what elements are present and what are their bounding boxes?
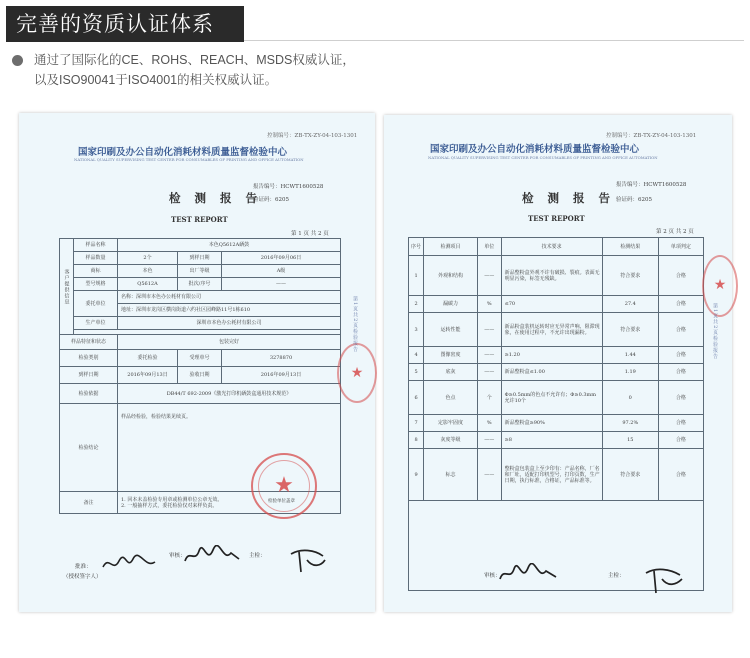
cell-no: 5 xyxy=(409,364,424,381)
inspector-signature xyxy=(642,565,686,595)
table-row xyxy=(409,415,704,432)
table-row xyxy=(409,449,704,501)
sample-state-label: 样品特征和状态 xyxy=(60,335,118,350)
cell-item: 灰度等级 xyxy=(424,432,478,449)
table-row xyxy=(409,296,704,313)
header-result: 检测结果 xyxy=(602,238,658,256)
report-title-en: TEST REPORT xyxy=(528,214,585,223)
conclusion-label: 检验结论 xyxy=(60,404,118,492)
issuing-org-en: NATIONAL QUALITY SUPERVISING TEST CENTER FOR CONSUMABLES OF PRINTING AND OFFICE AUTOMATION xyxy=(428,155,658,160)
issuing-org-en: NATIONAL QUALITY SUPERVISING TEST CENTER FOR CONSUMABLES OF PRINTING AND OFFICE AUTOMATION xyxy=(74,157,304,162)
cell-requirement: 新品整粉盒≤1.00 xyxy=(501,364,602,381)
cell-judgement: 合格 xyxy=(658,381,703,415)
sample-state-value: 包装完好 xyxy=(118,335,341,350)
report-number: 报告编号：HCWT1600528 xyxy=(616,182,687,188)
cell-item: 色点 xyxy=(424,381,478,415)
cell-requirement: 新品整粉盒外观不许有破损、裂痕。表面无明显污染，标签无残缺。 xyxy=(501,256,602,296)
cell-item: 标志 xyxy=(424,449,478,501)
cell-item: 外观和结构 xyxy=(424,256,478,296)
batch-label: 批次/序号 xyxy=(178,278,222,291)
review-label: 审核： xyxy=(169,553,186,559)
grade-label: 出厂等级 xyxy=(178,265,222,278)
report-title: 检 测 报 告 xyxy=(169,191,263,205)
sample-qty-label: 样品数量 xyxy=(74,252,118,265)
side-stamp: 第1页共2页检验报告 xyxy=(352,296,358,353)
review-label: 审核： xyxy=(484,573,501,579)
cell-unit: —— xyxy=(477,313,501,347)
cell-no: 8 xyxy=(409,432,424,449)
cell-no: 4 xyxy=(409,347,424,364)
cell-unit: —— xyxy=(477,364,501,381)
header-judgement: 单项判定 xyxy=(658,238,703,256)
done-label: 验收日期 xyxy=(178,367,222,384)
cell-requirement: ≥1.20 xyxy=(501,347,602,364)
intro-line-2: 以及ISO90041于ISO4001的相关权威认证。 xyxy=(34,73,278,87)
report-title-en: TEST REPORT xyxy=(171,215,228,224)
maker-label: 生产单位 xyxy=(74,317,118,330)
main-inspector-label: 主检： xyxy=(608,573,625,579)
cell-no: 3 xyxy=(409,313,424,347)
client-name: 名称：深圳市本色办公耗材有限公司 xyxy=(118,291,341,304)
table-row xyxy=(409,364,704,381)
reviewer-signature xyxy=(498,563,560,585)
cell-no: 6 xyxy=(409,381,424,415)
cell-no: 7 xyxy=(409,415,424,432)
remark-line-1: 1. 回本未盖检验专用章或检测单位公章无效。 xyxy=(121,496,223,503)
cell-judgement: 合格 xyxy=(658,432,703,449)
cell-requirement: Φ≥0.5mm的色点不允许有；Φ≥0.3mm允许10个 xyxy=(501,381,602,415)
cell-result: 符合要求 xyxy=(602,256,658,296)
inspector-signature xyxy=(287,546,329,574)
control-number: 控制编号：ZB-TX-ZY-04-103-1301 xyxy=(606,133,697,139)
test-type-label: 检验类别 xyxy=(60,350,118,367)
edge-seal xyxy=(702,255,738,317)
cell-unit: —— xyxy=(477,449,501,501)
cell-item: 运转性能 xyxy=(424,313,478,347)
client-label: 委托单位 xyxy=(74,291,118,317)
cell-item: 定影牢固度 xyxy=(424,415,478,432)
verify-code: 验证码：6205 xyxy=(253,197,289,203)
accept-no-label: 受理单号 xyxy=(178,350,222,367)
sample-qty-value: 2个 xyxy=(118,252,178,265)
basis-value: DB44/T 692-2009《激光打印机硒鼓盒通用技术规范》 xyxy=(118,384,341,404)
title-divider xyxy=(244,40,744,41)
cell-judgement: 合格 xyxy=(658,347,703,364)
arrival-label: 到样日期 xyxy=(178,252,222,265)
table-row xyxy=(409,381,704,415)
section-title: 完善的资质认证体系 xyxy=(6,6,244,42)
cell-no: 1 xyxy=(409,256,424,296)
page-indicator: 第 1 页 共 2 页 xyxy=(291,231,329,237)
cell-unit: % xyxy=(477,415,501,432)
stamp-caption: 检验单位盖章 xyxy=(268,499,295,504)
batch-value: —— xyxy=(222,278,341,291)
cell-judgement: 合格 xyxy=(658,256,703,296)
star-icon: ★ xyxy=(274,473,294,498)
sample-name-value: 本色Q5612A硒鼓 xyxy=(118,239,341,252)
star-icon: ★ xyxy=(350,365,364,381)
table-header-row xyxy=(409,238,704,256)
cell-judgement: 合格 xyxy=(658,313,703,347)
test-report-page-1 xyxy=(19,113,375,612)
test-type-value: 委托检验 xyxy=(118,350,178,367)
cell-judgement: 合格 xyxy=(658,449,703,501)
approve-sub-label: （授权签字人） xyxy=(63,574,102,580)
remark-label: 备注 xyxy=(60,492,118,514)
table-row xyxy=(409,432,704,449)
page-indicator: 第 2 页 共 2 页 xyxy=(656,229,694,235)
main-inspector-label: 主检： xyxy=(249,553,266,559)
arrival-value: 2016年09月06日 xyxy=(222,252,341,265)
cell-no: 9 xyxy=(409,449,424,501)
cell-result: 1.19 xyxy=(602,364,658,381)
basis-label: 检验依据 xyxy=(60,384,118,404)
approver-signature xyxy=(101,553,159,575)
table-row xyxy=(409,313,704,347)
test-results-table xyxy=(408,237,704,591)
cell-result: 0 xyxy=(602,381,658,415)
model-label: 型号规格 xyxy=(74,278,118,291)
brand-label: 商标 xyxy=(74,265,118,278)
star-icon: ★ xyxy=(713,277,727,293)
cell-judgement: 合格 xyxy=(658,415,703,432)
intro-line-1: 通过了国际化的CE、ROHS、REACH、MSDS权威认证， xyxy=(34,53,355,67)
cell-result: 15 xyxy=(602,432,658,449)
reviewer-signature xyxy=(183,545,241,567)
cell-item: 图像密度 xyxy=(424,347,478,364)
done-value: 2016年09月13日 xyxy=(222,367,341,384)
accept-no-value: 3278870 xyxy=(222,350,341,367)
cell-requirement: 新品整粉盒≥90% xyxy=(501,415,602,432)
cell-unit: —— xyxy=(477,347,501,364)
cell-judgement: 合格 xyxy=(658,296,703,313)
cell-result: 符合要求 xyxy=(602,449,658,501)
brand-value: 本色 xyxy=(118,265,178,278)
intro-text xyxy=(34,50,394,90)
delivery-value: 2016年09月13日 xyxy=(118,367,178,384)
cell-unit: % xyxy=(477,296,501,313)
table-row xyxy=(409,347,704,364)
side-stamp: 第1页共2页检验报告 xyxy=(712,303,718,360)
cell-unit: 个 xyxy=(477,381,501,415)
header-no: 序号 xyxy=(409,238,424,256)
header-item: 检测项目 xyxy=(424,238,478,256)
client-info-label: 客户提供信息 xyxy=(60,239,74,335)
issuing-org: 国家印刷及办公自动化消耗材料质量监督检验中心 xyxy=(430,144,640,155)
cell-unit: —— xyxy=(477,432,501,449)
control-number: 控制编号：ZB-TX-ZY-04-103-1301 xyxy=(267,133,358,139)
cell-result: 符合要求 xyxy=(602,313,658,347)
verify-code: 验证码：6205 xyxy=(616,197,652,203)
cell-unit: —— xyxy=(477,256,501,296)
cell-item: 漏碳力 xyxy=(424,296,478,313)
delivery-label: 到样日期 xyxy=(60,367,118,384)
conclusion-value: 样品经检验，检验结果见续页。 xyxy=(118,404,341,492)
report-title: 检 测 报 告 xyxy=(522,191,616,205)
approve-label: 批准： xyxy=(75,564,92,570)
maker-value: 深圳市本色办公耗材有限公司 xyxy=(118,317,341,330)
issuing-org: 国家印刷及办公自动化消耗材料质量监督检验中心 xyxy=(78,147,288,158)
cell-requirement: 整粉盒包装盒上至少印有：产品名称，厂名和厂址，适配打印机型号，打印页数，生产日期，执行标准，合格证，产品标准等。 xyxy=(501,449,602,501)
bullet-icon xyxy=(12,55,23,66)
cell-requirement: ≤70 xyxy=(501,296,602,313)
cell-result: 27.4 xyxy=(602,296,658,313)
remark-line-2: 2. 一般抽样方式，委托检验仅对来样负责。 xyxy=(121,502,218,509)
cell-item: 底灰 xyxy=(424,364,478,381)
header-unit: 单位 xyxy=(477,238,501,256)
model-value: Q5612A xyxy=(118,278,178,291)
report-number: 报告编号：HCWT1600528 xyxy=(253,184,324,190)
table-row xyxy=(409,256,704,296)
inspection-seal xyxy=(251,453,317,519)
grade-value: A级 xyxy=(222,265,341,278)
cell-no: 2 xyxy=(409,296,424,313)
sample-name-label: 样品名称 xyxy=(74,239,118,252)
cell-requirement: ≥8 xyxy=(501,432,602,449)
cell-result: 97.2% xyxy=(602,415,658,432)
header-requirement: 技术要求 xyxy=(501,238,602,256)
test-report-page-2 xyxy=(384,115,732,612)
cell-requirement: 新品粉盒装机运转时应无异常声响、阻滞现象，在使用过程中，不允许出现漏粉。 xyxy=(501,313,602,347)
cell-judgement: 合格 xyxy=(658,364,703,381)
client-address: 地址：深圳市龙岗区横岗街道六约社区园峰路11号1栋610 xyxy=(118,304,341,317)
cell-result: 1.44 xyxy=(602,347,658,364)
